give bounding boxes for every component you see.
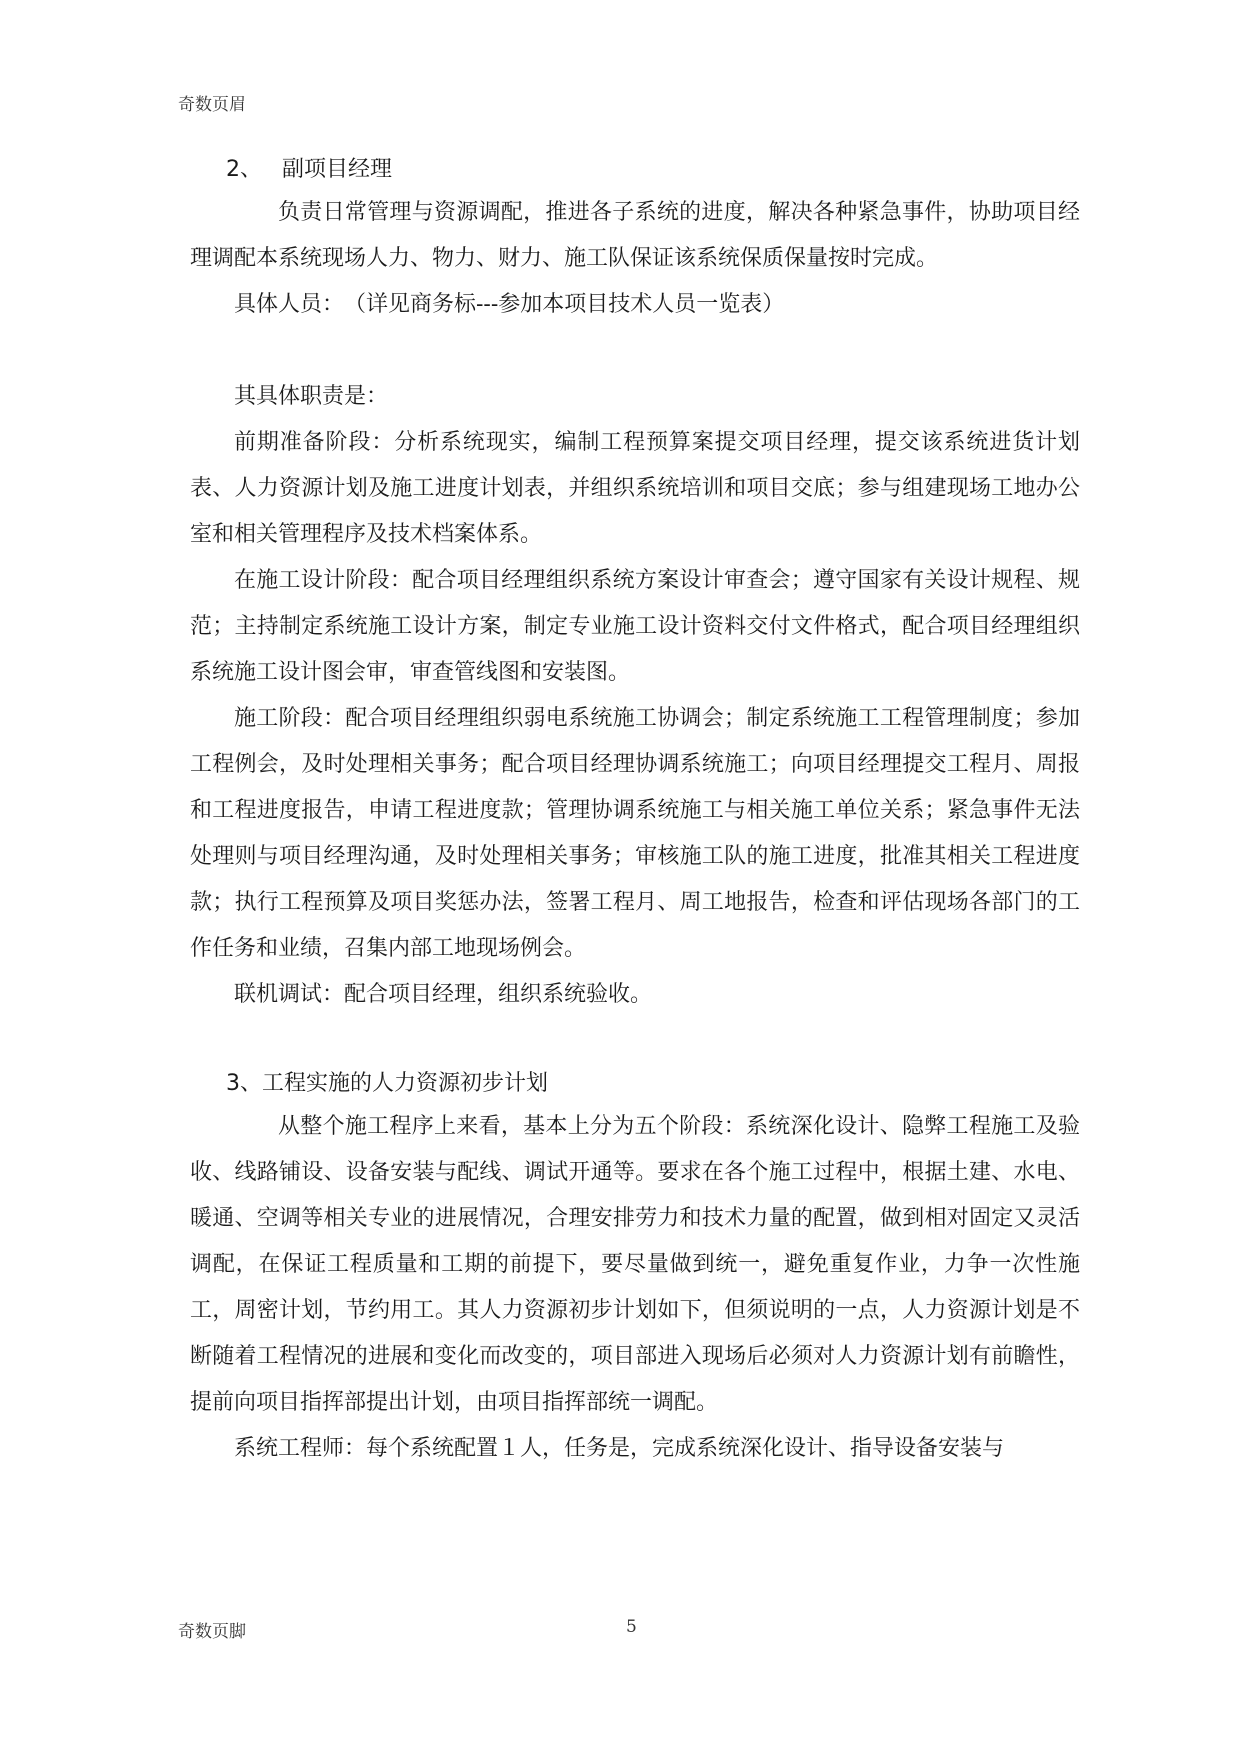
duty-construction: 施工阶段：配合项目经理组织弱电系统施工协调会；制定系统施工工程管理制度；参加工程例会，及时处理相关事务；配合项目经理协调系统施工；向项目经理提交工程月、周报和工程进度报告，申请工程进度款；管理协调系统施工与相关施工单位关系；紧急事件无法处理则与项目经理沟通，及时处理相关事务；审核施工队的施工进度，批准其相关工程进度款；执行工程预算及项目奖惩办法，签署工程月、周工地报告，检查和评估现场各部门的工作任务和业绩，召集内部工地现场例会。 — [190, 706, 1080, 961]
page-footer: 奇数页脚 — [178, 1622, 246, 1642]
spacer — [190, 328, 1080, 374]
section-2-number: 2、 — [226, 157, 262, 182]
section-3-heading: 3、工程实施的人力资源初步计划 — [226, 1071, 548, 1096]
section-3-paragraph-plan: 从整个施工程序上来看，基本上分为五个阶段：系统深化设计、隐弊工程施工及验收、线路铺设、设备安装与配线、调试开通等。要求在各个施工过程中，根据土建、水电、暖通、空调等相关专业的进展情况，合理安排劳力和技术力量的配置，做到相对固定又灵活调配，在保证工程质量和工期的前提下，要尽量做到统一，避免重复作业，力争一次性施工，周密计划，节约用工。其人力资源初步计划如下，但须说明的一点，人力资源计划是不断随着工程情况的进展和变化而改变的，项目部进入现场后必须对人力资源计划有前瞻性，提前向项目指挥部提出计划，由项目指挥部统一调配。 — [190, 1114, 1080, 1415]
section-2-paragraph-responsibility: 负责日常管理与资源调配，推进各子系统的进度，解决各种紧急事件，协助项目经理调配本系统现场人力、物力、财力、施工队保证该系统保质保量按时完成。 — [190, 200, 1080, 271]
section-2-paragraph-personnel: 具体人员： （详见商务标---参加本项目技术人员一览表） — [234, 292, 785, 317]
duty-preparation: 前期准备阶段：分析系统现实，编制工程预算案提交项目经理，提交该系统进货计划表、人力资源计划及施工进度计划表，并组织系统培训和项目交底；参与组建现场工地办公室和相关管理程序及技术档案体系。 — [190, 430, 1080, 547]
duties-intro: 其具体职责是： — [234, 384, 389, 409]
spacer — [190, 1018, 1080, 1064]
duty-design: 在施工设计阶段：配合项目经理组织系统方案设计审查会；遵守国家有关设计规程、规范；主持制定系统施工设计方案，制定专业施工设计资料交付文件格式，配合项目经理组织系统施工设计图会审，审查管线图和安装图。 — [190, 568, 1080, 685]
section-3-paragraph-engineer: 系统工程师：每个系统配置１人，任务是，完成系统深化设计、指导设备安装与 — [234, 1436, 1005, 1461]
section-2-title: 副项目经理 — [282, 157, 393, 182]
page-header: 奇数页眉 — [178, 95, 246, 115]
page-number: 5 — [626, 1617, 637, 1637]
page-content — [190, 150, 1080, 1472]
duty-commissioning: 联机调试：配合项目经理，组织系统验收。 — [234, 982, 653, 1007]
section-2-heading — [190, 150, 1080, 190]
